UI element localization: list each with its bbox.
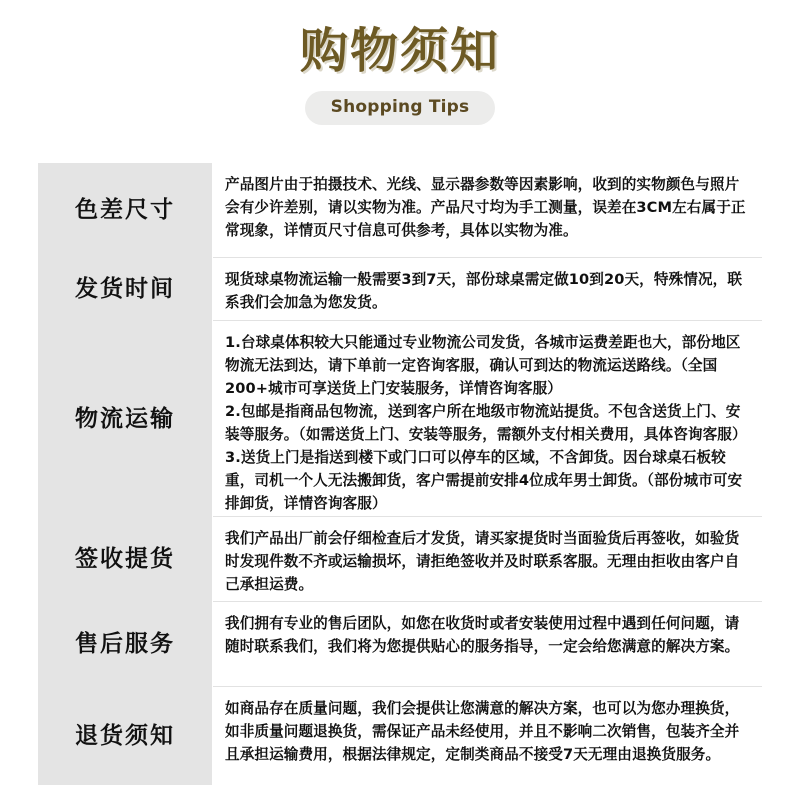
page-header [0, 0, 800, 125]
table-row-content-receipt-pickup [213, 517, 762, 602]
table-row-label-after-sales: 售后服务 [75, 631, 175, 658]
paragraph: 3.送货上门是指送到楼下或门口可以停车的区域，不含卸货。因台球桌石板较重，司机一个人无法搬卸货，客户需提前安排4位成年男士卸货。（部份城市可安排卸货，详情咨询客服） [225, 449, 743, 513]
table-row-label-receipt-pickup: 签收提货 [75, 546, 175, 573]
table-content-column [212, 163, 762, 785]
table-row-label-returns: 退货须知 [75, 722, 175, 749]
paragraph: 我们产品出厂前会仔细检查后才发货，请买家提货时当面验货后再签收，如验货时发现件数不齐或运输损坏，请拒绝签收并及时联系客服。无理由拒收由客户自己承担运费。 [225, 530, 740, 594]
table-row-content-shipping-time [213, 258, 762, 321]
paragraph: 现货球桌物流运输一般需要3到7天，部份球桌需定做10到20天，特殊情况，联系我们会加急为您发货。 [225, 271, 743, 312]
table-row-label-logistics: 物流运输 [75, 405, 175, 432]
paragraph: 产品图片由于拍摄技术、光线、显示器参数等因素影响，收到的实物颜色与照片会有少许差别，请以实物为准。产品尺寸均为手工测量，误差在3CM左右属于正常现象，详情页尺寸信息可供参考，具体以实物为准。 [225, 176, 746, 240]
table-row-content-after-sales [213, 602, 762, 687]
table-row-content-returns [213, 687, 762, 785]
table-row-content-logistics [213, 321, 762, 517]
table-row-label-color-size: 色差尺寸 [75, 197, 175, 224]
page-title: 购物须知 [299, 23, 500, 79]
paragraph: 2.包邮是指商品包物流，送到客户所在地级市物流站提货。不包含送货上门、安装等服务。（如需送货上门、安装等服务，需额外支付相关费用，具体咨询客服） [225, 403, 747, 444]
table-row-content-color-size [213, 163, 762, 258]
table-row-label-shipping-time: 发货时间 [75, 276, 175, 303]
shopping-tips-table [38, 163, 762, 785]
paragraph: 我们拥有专业的售后团队，如您在收货时或者安装使用过程中遇到任何问题，请随时联系我们，我们将为您提供贴心的服务指导，一定会给您满意的解决方案。 [225, 615, 740, 656]
paragraph: 1.台球桌体积较大只能通过专业物流公司发货，各城市运费差距也大，部份地区物流无法到达，请下单前一定咨询客服，确认可到达的物流运送路线。（全国200+城市可享送货上门安装服务，详情咨询客服） [225, 334, 741, 398]
table-label-column [38, 163, 212, 785]
page-subtitle-badge: Shopping Tips [305, 91, 496, 125]
paragraph: 如商品存在质量问题，我们会提供让您满意的解决方案，也可以为您办理换货，如非质量问题退换货，需保证产品未经使用，并且不影响二次销售，包装齐全并且承担运输费用，根据法律规定，定制类商品不接受7天无理由退换货服务。 [225, 700, 740, 764]
